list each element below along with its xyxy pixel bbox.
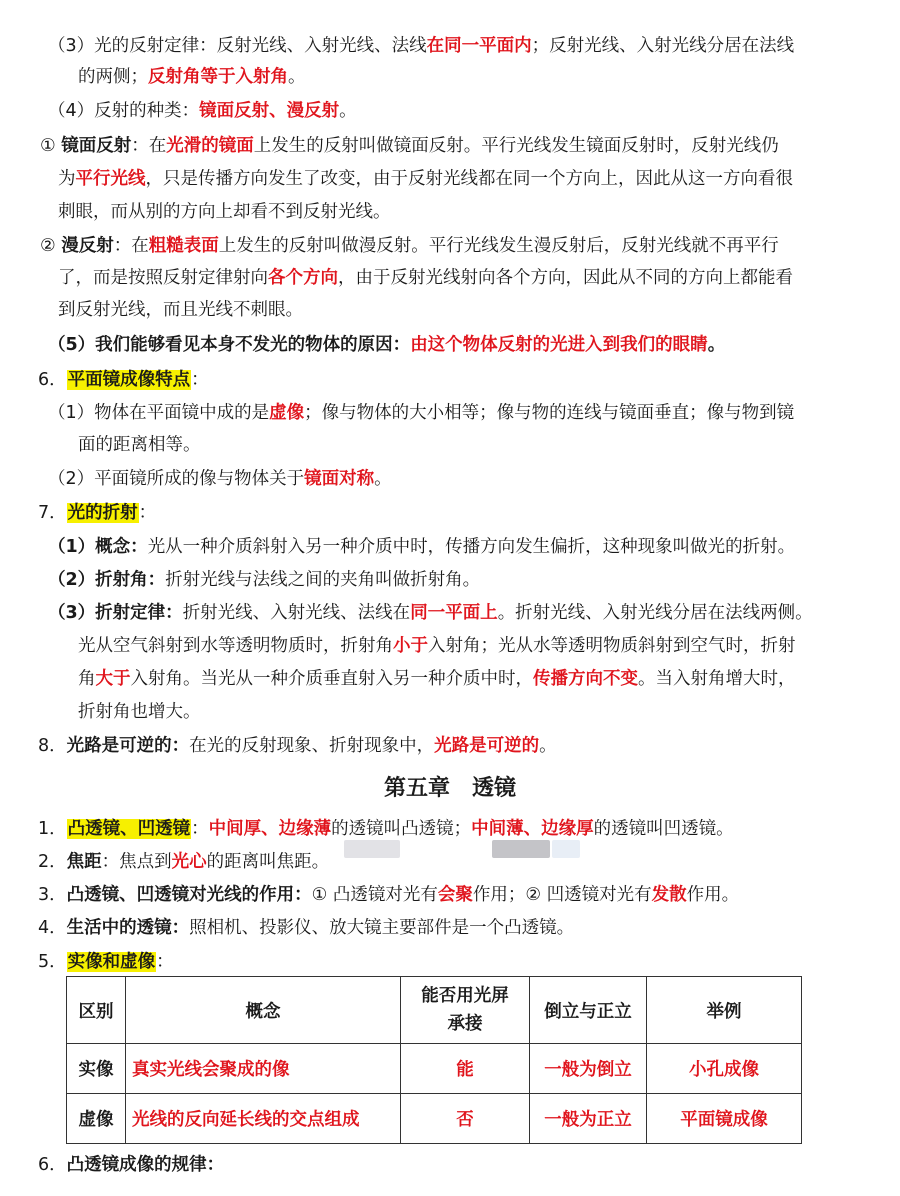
- diffuse-reflection-line-2: 了，而是按照反射定律射向各个方向，由于反射光线射向各个方向，因此从不同的方向上都能看: [58, 268, 793, 288]
- table-cell: 一般为正立: [530, 1094, 647, 1144]
- table-cell: 一般为倒立: [530, 1044, 647, 1094]
- everyday-lenses-line: 4．生活中的透镜：照相机、投影仪、放大镜主要部件是一个凸透镜。: [38, 918, 575, 938]
- refraction-heading: 7．光的折射：: [38, 503, 157, 523]
- refraction-angle: （2）折射角：折射光线与法线之间的夹角叫做折射角。: [48, 570, 481, 590]
- plane-mirror-item-1-line-2: 面的距离相等。: [78, 435, 201, 455]
- focal-length-line: 2．焦距：焦点到光心的距离叫焦距。: [38, 852, 330, 872]
- table-header-cell: 区别: [67, 977, 126, 1044]
- table-cell: 真实光线会聚成的像: [126, 1044, 401, 1094]
- table-header-cell: 概念: [126, 977, 401, 1044]
- table-cell: 否: [401, 1094, 530, 1144]
- chapter-title: 第五章 透镜: [383, 776, 516, 801]
- reflection-types-line: （4）反射的种类：镜面反射、漫反射。: [48, 101, 357, 121]
- mirror-reflection-line-1: ① 镜面反射：在光滑的镜面上发生的反射叫做镜面反射。平行光线发生镜面反射时，反射光线仍: [40, 136, 779, 156]
- table-cell: 虚像: [67, 1094, 126, 1144]
- lens-types-line: 1．凸透镜、凹透镜：中间厚、边缘薄的透镜叫凸透镜；中间薄、边缘厚的透镜叫凹透镜。: [38, 819, 734, 839]
- table-header-row: [67, 977, 802, 1044]
- lens-effect-line: 3．凸透镜、凹透镜对光线的作用：① 凸透镜对光有会聚作用；② 凹透镜对光有发散作用。: [38, 885, 740, 905]
- table-cell: 小孔成像: [647, 1044, 802, 1094]
- table-cell: 能: [401, 1044, 530, 1094]
- reversible-path-line: 8．光路是可逆的：在光的反射现象、折射现象中，光路是可逆的。: [38, 736, 557, 756]
- table-cell: 平面镜成像: [647, 1094, 802, 1144]
- table-row: [67, 1094, 802, 1144]
- table-header-cell: 倒立与正立: [530, 977, 647, 1044]
- refraction-law-line-4: 折射角也增大。: [78, 702, 201, 722]
- refraction-law-line-1: （3）折射定律：折射光线、入射光线、法线在同一平面上。折射光线、入射光线分居在法线两侧。: [48, 603, 813, 623]
- scan-smudge: [492, 840, 550, 858]
- refraction-law-line-2: 光从空气斜射到水等透明物质时，折射角小于入射角；光从水等透明物质斜射到空气时，折射: [78, 636, 796, 656]
- real-virtual-table: [66, 976, 802, 1144]
- table-header-cell: 举例: [647, 977, 802, 1044]
- diffuse-reflection-line-3: 到反射光线，而且光线不刺眼。: [58, 300, 303, 320]
- plane-mirror-item-1-line-1: （1）物体在平面镜中成的是虚像；像与物体的大小相等；像与物的连线与镜面垂直；像与物到镜: [48, 403, 795, 423]
- table-cell: 光线的反向延长线的交点组成: [126, 1094, 401, 1144]
- scan-smudge: [552, 840, 580, 858]
- table-row: [67, 1044, 802, 1094]
- reflection-law-line-1: （3）光的反射定律：反射光线、入射光线、法线在同一平面内；反射光线、入射光线分居在法线: [48, 36, 795, 56]
- visibility-reason-line: （5）我们能够看见本身不发光的物体的原因：由这个物体反射的光进入到我们的眼睛。: [48, 335, 726, 355]
- refraction-law-line-3: 角大于入射角。当光从一种介质垂直射入另一种介质中时，传播方向不变。当入射角增大时，: [78, 669, 796, 689]
- diffuse-reflection-line-1: ② 漫反射：在粗糙表面上发生的反射叫做漫反射。平行光线发生漫反射后，反射光线就不再平行: [40, 236, 779, 256]
- plane-mirror-item-2: （2）平面镜所成的像与物体关于镜面对称。: [48, 469, 392, 489]
- convex-imaging-heading: 6．凸透镜成像的规律：: [38, 1155, 225, 1175]
- mirror-reflection-line-2: 为平行光线，只是传播方向发生了改变，由于反射光线都在同一个方向上，因此从这一方向看很: [58, 169, 793, 189]
- table-cell: 实像: [67, 1044, 126, 1094]
- refraction-concept: （1）概念：光从一种介质斜射入另一种介质中时，传播方向发生偏折，这种现象叫做光的折射。: [48, 537, 796, 557]
- reflection-law-line-2: 的两侧；反射角等于入射角。: [78, 67, 306, 87]
- table-header-cell: 能否用光屏承接: [401, 977, 530, 1044]
- plane-mirror-heading: 6．平面镜成像特点：: [38, 370, 209, 390]
- scan-smudge: [344, 840, 400, 858]
- mirror-reflection-line-3: 刺眼，而从别的方向上却看不到反射光线。: [58, 202, 391, 222]
- real-virtual-heading: 5．实像和虚像：: [38, 952, 174, 972]
